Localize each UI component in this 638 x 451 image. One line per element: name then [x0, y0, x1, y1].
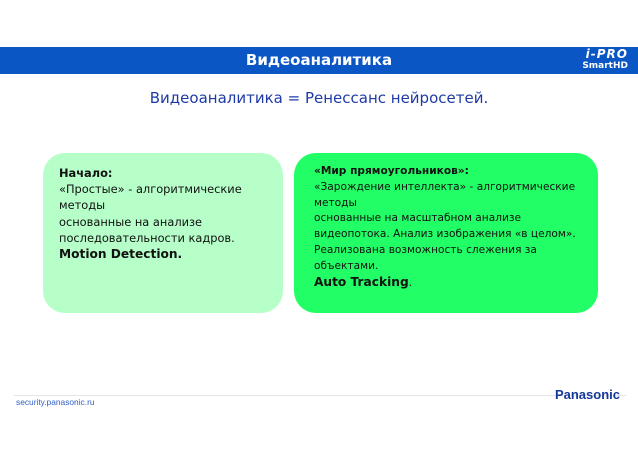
- card-rectangles-world: [294, 153, 598, 313]
- card-rectangles-line: объектами.: [314, 259, 379, 272]
- card-rectangles-heading: «Мир прямоугольников»:: [314, 165, 469, 177]
- footer-divider: [14, 395, 626, 396]
- card-rectangles-emphasis-suffix: .: [408, 276, 413, 289]
- card-beginning-line: методы: [59, 198, 106, 213]
- card-rectangles-line: основанные на масштабном анализе: [314, 212, 522, 225]
- card-rectangles-emphasis-line: [314, 275, 592, 292]
- ipro-logo-line1: i-PRO: [585, 47, 628, 61]
- card-beginning-line: последовательности кадров.: [59, 230, 235, 245]
- card-beginning: [43, 153, 283, 313]
- card-rectangles-line: видеопотока. Анализ изображения «в целом».: [314, 228, 576, 241]
- card-beginning-heading: Начало:: [59, 166, 113, 180]
- card-beginning-line: «Простые» - алгоритмические: [59, 182, 242, 197]
- ipro-logo-line2: SmartHD: [582, 61, 628, 71]
- slide-subtitle: Видеоаналитика = Ренессанс нейросетей.: [149, 89, 489, 107]
- card-beginning-line: основанные на анализе: [59, 214, 203, 229]
- card-rectangles-line: методы: [314, 196, 357, 209]
- footer-url-link[interactable]: security.panasonic.ru: [16, 397, 95, 407]
- panasonic-logo: Panasonic: [554, 387, 620, 402]
- ipro-logo: [556, 48, 628, 73]
- slide-title: Видеоаналитика: [245, 51, 393, 69]
- card-rectangles-emphasis: Auto Tracking: [314, 274, 409, 289]
- card-rectangles-line: Реализована возможность слежения за: [314, 243, 537, 256]
- card-rectangles-line: «Зарождение интеллекта» - алгоритмические: [314, 180, 576, 193]
- card-beginning-emphasis: Motion Detection.: [59, 247, 183, 262]
